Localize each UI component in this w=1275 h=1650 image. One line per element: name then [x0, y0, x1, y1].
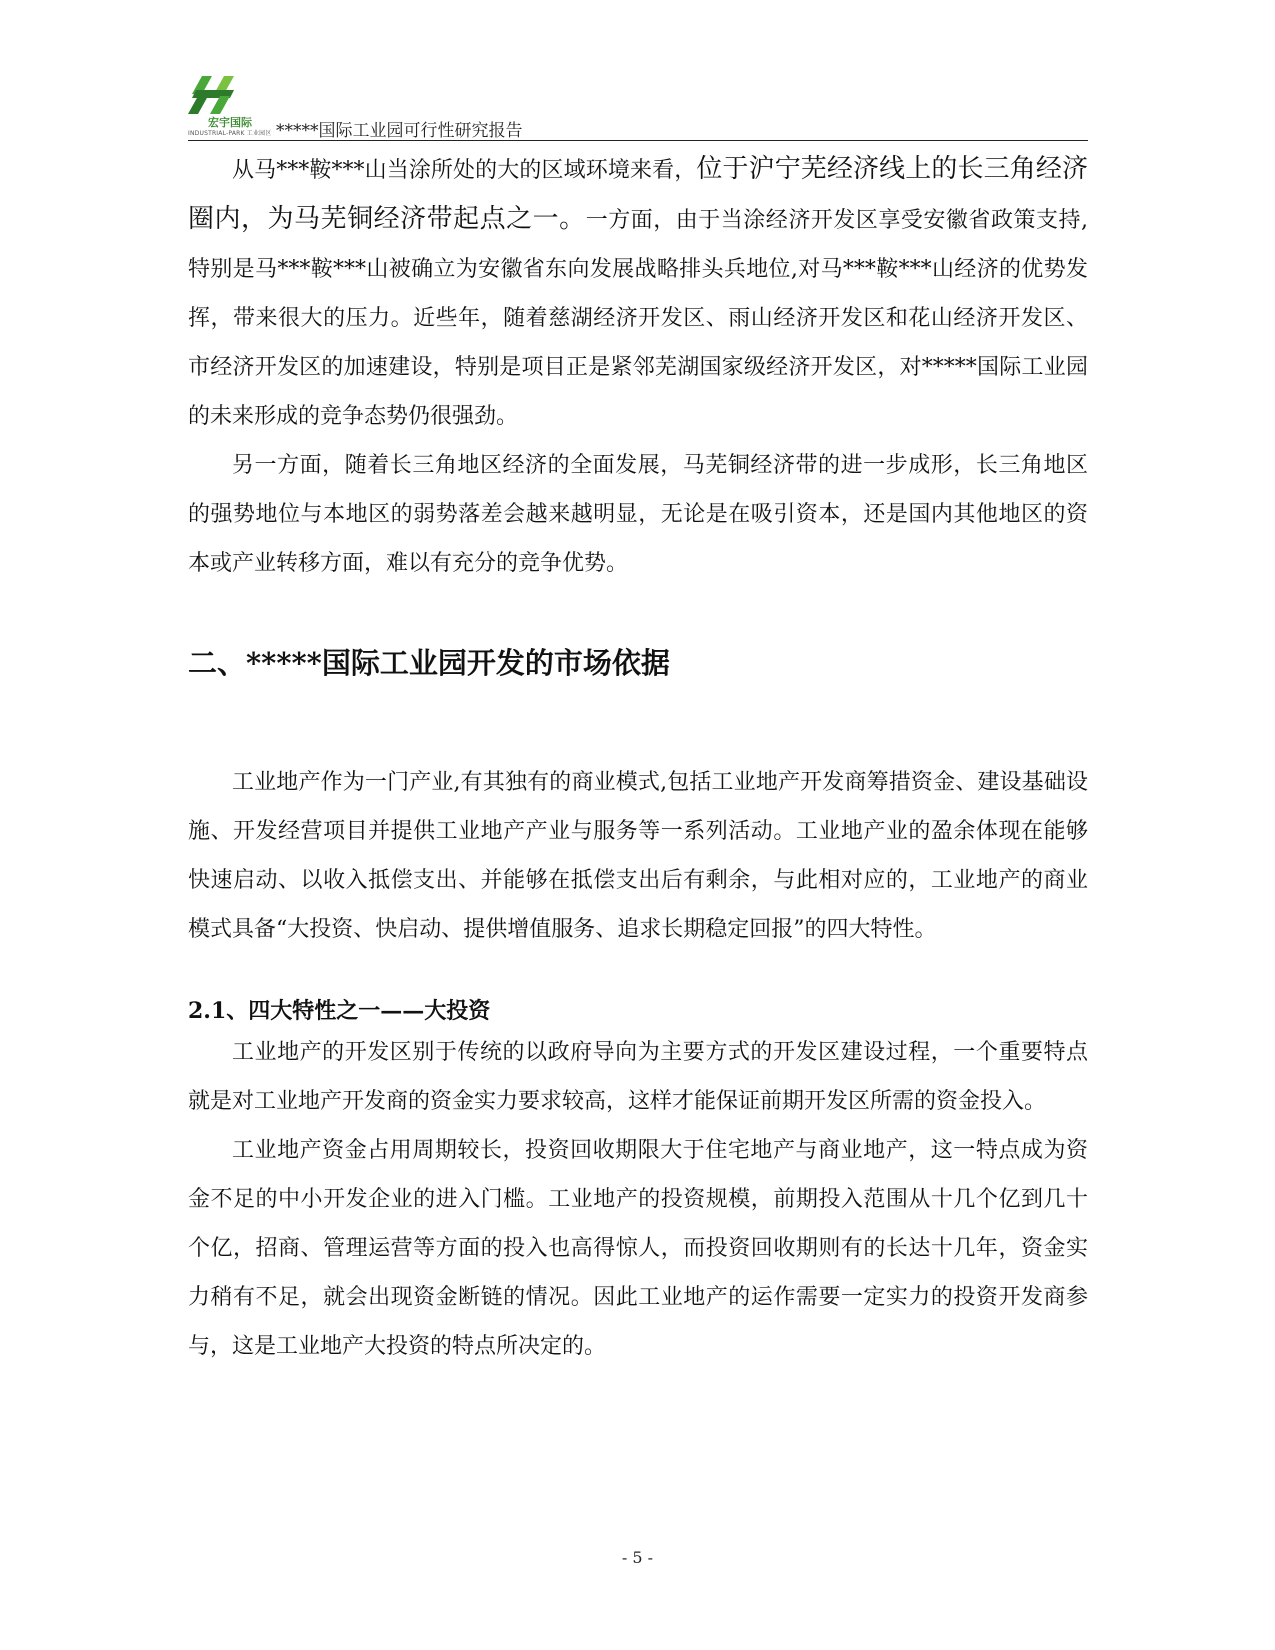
logo-mark-icon	[188, 74, 248, 118]
paragraph: 工业地产作为一门产业,有其独有的商业模式,包括工业地产开发商筹措资金、建设基础设施、开发经营项目并提供工业地产产业与服务等一系列活动。工业地产业的盈余体现在能够快速启动、以收入抵偿支出、并能够在抵偿支出后有剩余，与此相对应的，工业地产的商业模式具备“大投资、快启动、提供增值服务、追求长期稳定回报”的四大特性。	[188, 770, 1088, 942]
paragraph	[188, 145, 1088, 441]
logo-name: 宏宇国际	[208, 116, 252, 129]
paragraph-emphasis-text: 位于沪宁芜经济线上的长三角经济圈内，为马芜铜经济带起点之一。	[188, 154, 1088, 234]
paragraph-text: 一方面，由于当涂经济开发区享受安徽省政策支持,特别是马***鞍***山被确立为安徽省东向发展战略排头兵地位,对马***鞍***山经济的优势发挥，带来很大的压力。近些年，随着慈湖经济开发区、雨山经济开发区和花山经济开发区、市经济开发区的加速建设，特别是项目正是紧邻芜湖国家级经济开发区，对*****国际工业园的未来形成的竞争态势仍很强劲。	[188, 208, 1088, 429]
page-header	[188, 72, 1088, 141]
paragraph-text: 从马***鞍***山当涂所处的大的区域环境来看，	[232, 158, 697, 183]
section-heading: 二、*****国际工业园开发的市场依据	[188, 646, 670, 680]
company-logo	[188, 74, 278, 138]
page-content	[188, 145, 1088, 1371]
paragraph: 工业地产的开发区别于传统的以政府导向为主要方式的开发区建设过程，一个重要特点就是对工业地产开发商的资金实力要求较高，这样才能保证前期开发区所需的资金投入。	[188, 1040, 1088, 1114]
page-number: - 5 -	[621, 1548, 654, 1567]
subsection-heading: 2.1、四大特性之一——大投资	[188, 998, 491, 1024]
paragraph: 工业地产资金占用周期较长，投资回收期限大于住宅地产与商业地产，这一特点成为资金不足的中小开发企业的进入门槛。工业地产的投资规模，前期投入范围从十几个亿到几十个亿，招商、管理运营等方面的投入也高得惊人，而投资回收期则有的长达十几年，资金实力稍有不足，就会出现资金断链的情况。因此工业地产的运作需要一定实力的投资开发商参与，这是工业地产大投资的特点所决定的。	[188, 1138, 1088, 1359]
paragraph: 另一方面，随着长三角地区经济的全面发展，马芜铜经济带的进一步成形，长三角地区的强势地位与本地区的弱势落差会越来越明显，无论是在吸引资本，还是国内其他地区的资本或产业转移方面，难以有充分的竞争优势。	[188, 453, 1088, 576]
report-title: *****国际工业园可行性研究报告	[276, 121, 523, 141]
logo-subtitle: INDUSTRIAL-PARK 工业园区	[188, 130, 272, 137]
